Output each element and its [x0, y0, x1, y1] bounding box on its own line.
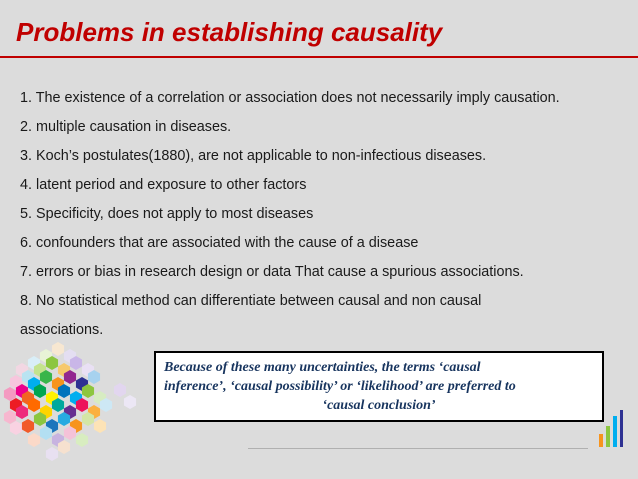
point-8: 8. No statistical method can differentiate between causal and non causal [20, 293, 482, 309]
bar-chart-logo-icon [598, 408, 624, 448]
callout-box [154, 351, 604, 422]
point-2: 2. multiple causation in diseases. [20, 119, 232, 135]
colorful-hexagon-cluster-icon [0, 330, 150, 479]
callout-line-3: ‘causal conclusion’ [322, 398, 436, 413]
point-1: 1. The existence of a correlation or association does not necessarily imply causation. [20, 90, 560, 106]
callout-line-2: inference’, ‘causal possibility’ or ‘likelihood’ are preferred to [164, 379, 516, 394]
footer-divider [248, 448, 588, 449]
point-4: 4. latent period and exposure to other factors [20, 177, 307, 193]
points-list [20, 84, 632, 345]
point-6: 6. confounders that are associated with the cause of a disease [20, 235, 419, 251]
title-underline [0, 56, 638, 58]
point-7: 7. errors or bias in research design or data That cause a spurious associations. [20, 264, 524, 280]
slide-title: Problems in establishing causality [16, 17, 443, 47]
point-3: 3. Koch’s postulates(1880), are not applicable to non-infectious diseases. [20, 148, 487, 164]
point-5: 5. Specificity, does not apply to most diseases [20, 206, 314, 222]
callout-line-1: Because of these many uncertainties, the terms ‘causal [164, 360, 481, 375]
point-8-continuation: associations. [20, 322, 104, 338]
